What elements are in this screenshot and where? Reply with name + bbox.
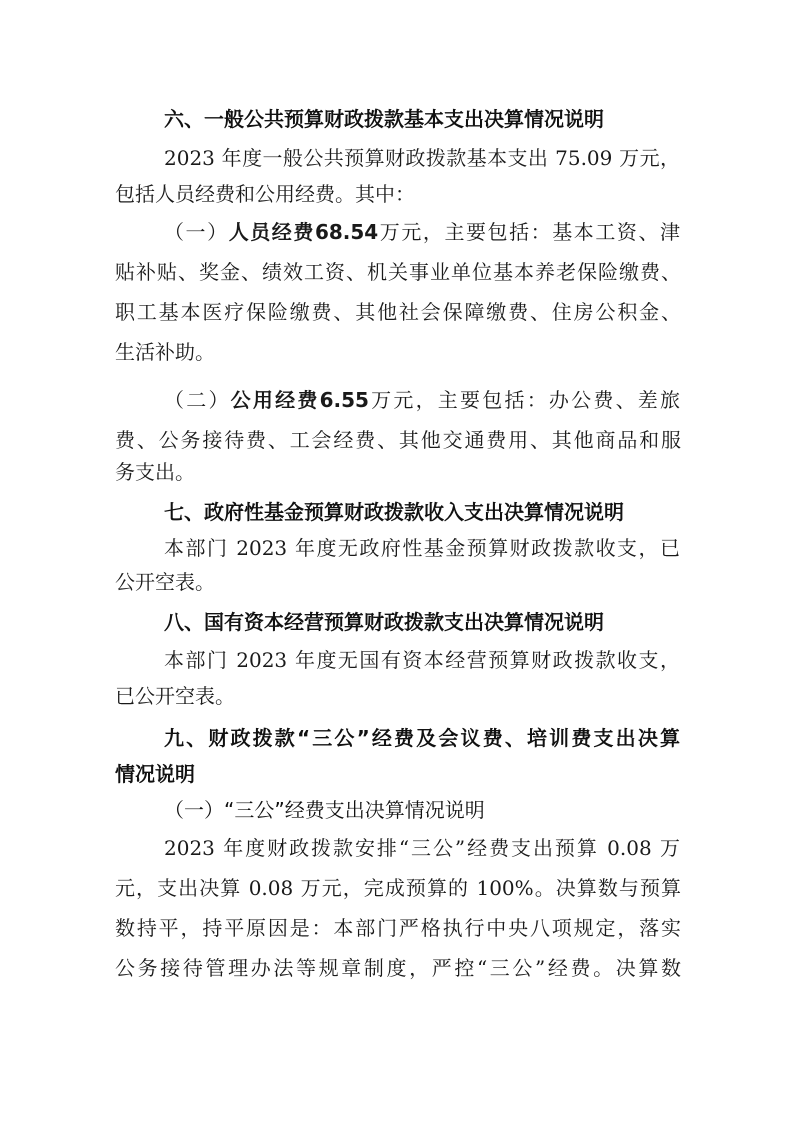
section-7-line-1: 本部门 2023 年度无政府性基金预算财政拨款收支，已 xyxy=(164,536,680,560)
personnel-expense-line-3: 职工基本医疗保险缴费、其他社会保障缴费、住房公积金、 xyxy=(115,300,681,324)
section-9-heading-line-1: 九、财政拨款“三公”经费及会议费、培训费支出决算 xyxy=(164,726,680,750)
public-expense-line-1 xyxy=(164,386,680,414)
public-rest: 万元，主要包括：办公费、差旅 xyxy=(368,388,680,412)
personnel-expense-line-1 xyxy=(164,218,680,246)
personnel-expense-line-2: 贴补贴、奖金、绩效工资、机关事业单位基本养老保险缴费、 xyxy=(115,260,681,284)
personnel-expense-line-4: 生活补助。 xyxy=(115,340,215,364)
section-9-line-1: 2023 年度财政拨款安排“三公”经费支出预算 0.08 万 xyxy=(164,836,680,860)
public-prefix: （二） xyxy=(164,388,231,412)
section-6-para-line-2: 包括人员经费和公用经费。其中： xyxy=(115,182,415,206)
section-7-line-2: 公开空表。 xyxy=(115,570,215,594)
public-amount: 6.55 xyxy=(319,388,369,412)
section-9-line-2: 元，支出决算 0.08 万元，完成预算的 100%。决算数与预算 xyxy=(115,876,681,900)
section-9-line-3: 数持平，持平原因是：本部门严格执行中央八项规定，落实 xyxy=(115,916,681,940)
section-8-line-1: 本部门 2023 年度无国有资本经营预算财政拨款收支， xyxy=(164,648,680,672)
personnel-label: 人员经费 xyxy=(228,220,315,244)
section-6-para-line-1: 2023 年度一般公共预算财政拨款基本支出 75.09 万元， xyxy=(164,146,680,170)
public-expense-line-3: 务支出。 xyxy=(115,460,195,484)
section-8-line-2: 已公开空表。 xyxy=(115,684,235,708)
section-9-heading-line-2: 情况说明 xyxy=(115,762,195,786)
public-label: 公用经费 xyxy=(230,388,320,412)
personnel-prefix: （一） xyxy=(164,220,229,244)
public-expense-line-2: 费、公务接待费、工会经费、其他交通费用、其他商品和服 xyxy=(115,428,681,452)
section-8-heading: 八、国有资本经营预算财政拨款支出决算情况说明 xyxy=(164,610,604,634)
personnel-amount: 68.54 xyxy=(314,220,379,244)
personnel-rest: 万元，主要包括：基本工资、津 xyxy=(378,220,680,244)
subsection-three-public-title: （一）“三公”经费支出决算情况说明 xyxy=(164,798,485,822)
section-7-heading: 七、政府性基金预算财政拨款收入支出决算情况说明 xyxy=(164,500,624,524)
section-6-heading: 六、一般公共预算财政拨款基本支出决算情况说明 xyxy=(164,107,604,131)
section-9-line-4: 公务接待管理办法等规章制度，严控“三公”经费。决算数 xyxy=(115,956,681,980)
